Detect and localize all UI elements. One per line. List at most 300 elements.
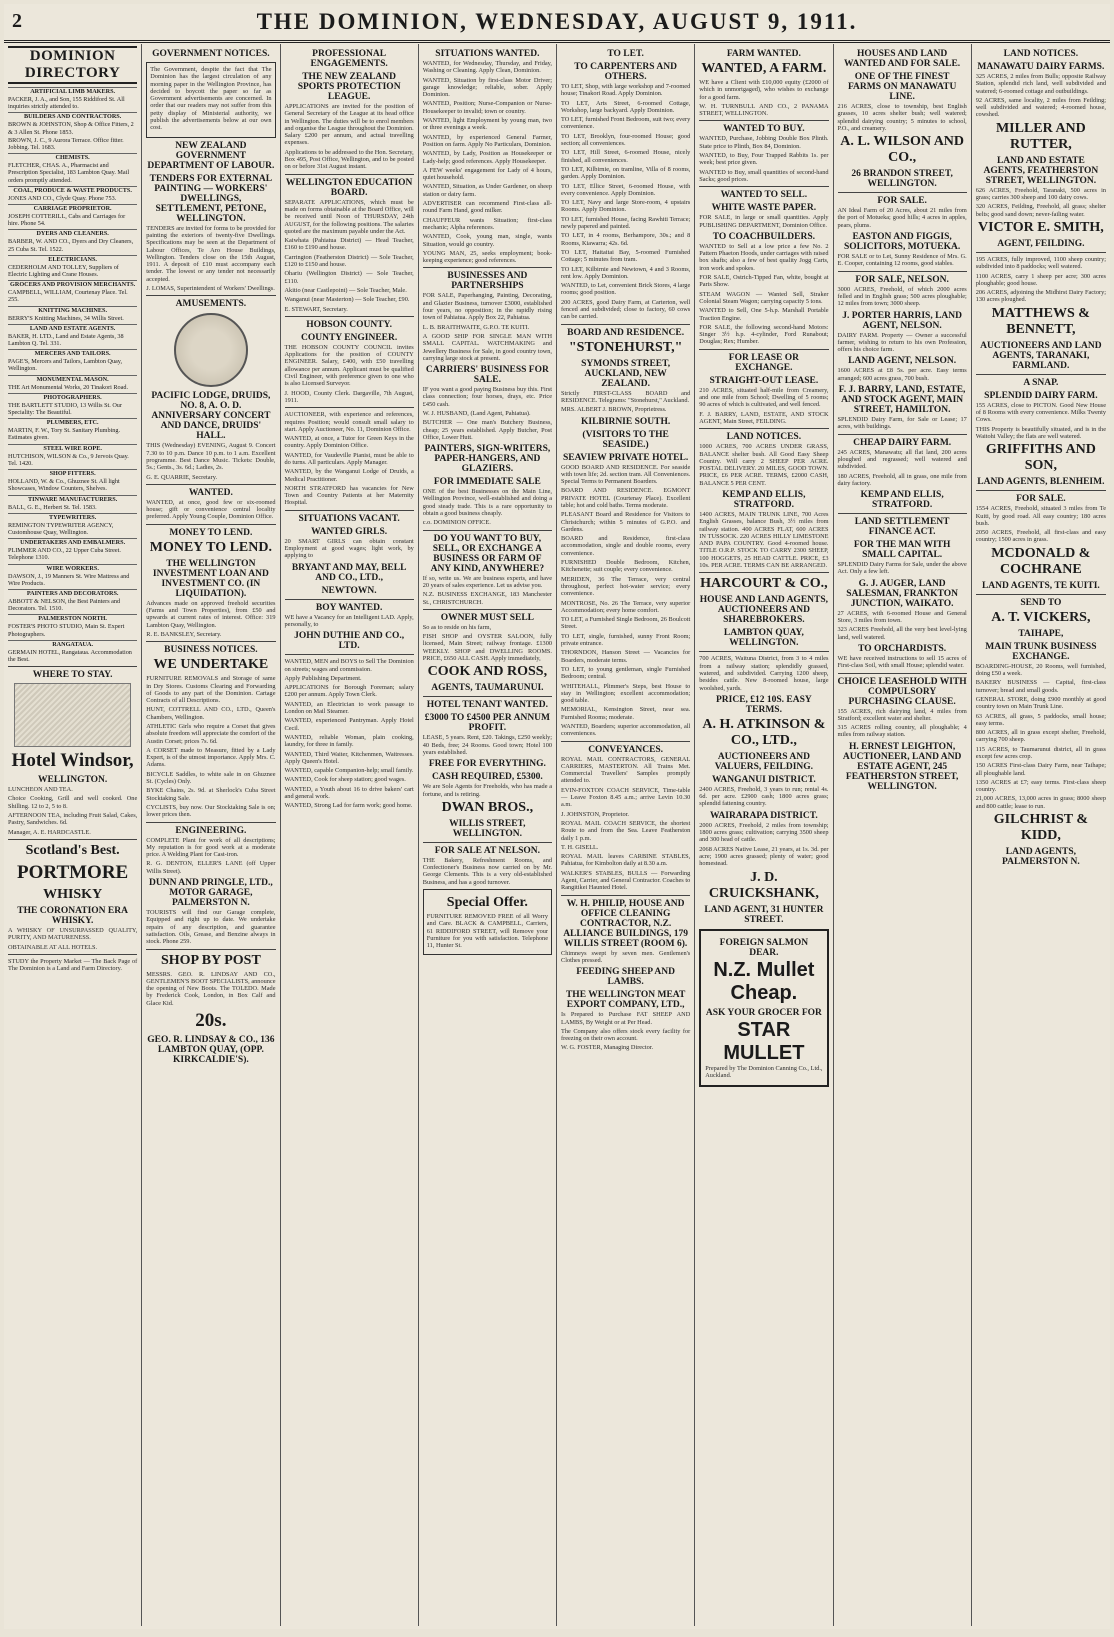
tender-heading: TENDERS FOR EXTERNAL PAINTING — WORKERS' DWELLINGS, SETTLEMENT, PETONE, WELLINGTON. <box>149 173 273 224</box>
whisky-word: WHISKY <box>43 886 103 902</box>
situation-wanted-item: WANTED, light Employment by young man, two or three evenings a week. <box>422 117 552 132</box>
acres-21000: 21,000 ACRES, 13,000 acres in grass; 8000 sheep and 800 cattle; lease to run. <box>975 795 1106 810</box>
girls-firm: BRYANT AND MAY, BELL AND CO., LTD., <box>291 562 407 583</box>
shop-by-post: SHOP BY POST <box>160 952 261 968</box>
carriers-signature: W. J. HUSBAND, (Land Agent, Pahiatua). <box>422 409 531 417</box>
ideal-farm: AN Ideal Farm of 20 Acres, about 21 miles from the port of Motueka; good hills; 4 acres in apples, pears, plums. <box>837 207 967 229</box>
board-item: MERIDEN, 36 The Terrace, very central throughout, perfect hot-water service; every convenience. <box>561 575 691 598</box>
coachbuilder-item: STEAM WAGON — Wanted Sell, Straker Colonial Steam Wagon; carrying capacity 5 tons. <box>699 290 829 305</box>
board-item: MONTROSE, No. 26 The Terrace, very superior Accommodation; every home comfort. <box>561 599 691 614</box>
vickers-sub: MAIN TRUNK BUSINESS EXCHANGE. <box>985 641 1097 662</box>
farm-wanted-body: WE have a Client with £10,000 equity (£2000 of which in unmortgaged), who wishes to exchange for a good farm. <box>699 79 829 101</box>
meat-body-2: The Company also offers stock every facility for freezing on their own account. <box>561 1027 691 1043</box>
directory-list <box>8 87 137 663</box>
hotel-line: Manager, A. E. HARDCASTLE. <box>8 828 91 836</box>
royal-mail-pahiatua: ROYAL MAIL leaves CARBINE STABLES, Pahiatua, for Kimbolton daily at 8.30 a.m. <box>561 853 691 868</box>
farm-wanted-sub: WANTED, A FARM. <box>701 61 827 76</box>
coachbuilder-item: WANTED to Sell at a low price a few No. 2 Pattern Phaeton Hoods, under carriages with raised box shafts; also a few of best quality Jogg Carts, iron work and spokes. <box>699 242 829 272</box>
owner-body: So as to reside on his farm, <box>422 623 492 631</box>
directory-category: UNDERTAKERS AND EMBALMERS. <box>8 538 137 546</box>
situation-wanted-item: WANTED, by experienced General Farmer, Position on farm. Apply No Particulars, Dominion. <box>422 133 552 148</box>
lease-sub: STRAIGHT-OUT LEASE. <box>709 375 819 386</box>
directory-entry: MARTIN, F. W., Tory St. Sanitary Plumbing. Estimates given. <box>8 427 121 442</box>
druids-signature: G. E. QUARRIE, Secretary. <box>146 473 218 481</box>
special-offer-body: FURNITURE REMOVED FREE of all Worry and Care. BLACK & CAMPBELL, Carriers, 61 RIDDIFORD STREET, will Remove your Furniture for you with satisfaction. Telephone 11, Hunter St. <box>426 913 548 950</box>
directory-entry: CEDERHOLM AND TOLLEY, Suppliers of Electric Lighting and Crane Houses. <box>8 263 119 279</box>
directory-entry: CAMPBELL, WILLIAM, Courtenay Place. Tel. 255. <box>8 289 128 304</box>
wairarapa-heading: WAIRARAPA DISTRICT. <box>709 810 818 821</box>
farm-216: 216 ACRES, close to township, best English grasses, 10 acres shelter bush; well watered; splendid dairying country; 5 minutes to school, P.O., and creamery. <box>837 103 967 132</box>
directory-entry: BARBER, W. AND CO., Dyers and Dry Cleaners, 25 Cuba St. Tel. 1522. <box>8 238 134 253</box>
tolet-item: TO LET, furnished House, facing Rawhiti Terrace; newly papered and painted. <box>561 215 691 231</box>
column-houses <box>834 44 972 1626</box>
education-vacancy: Kaiwhata (Pahiatua District) — Head Teacher, £160 to £190 and house. <box>284 237 414 252</box>
waste-paper-body: FOR SALE, in large or small quantities. Apply PUBLISHING DEPARTMENT, Dominion Office. <box>699 214 829 229</box>
directory-entry: PLIMMER AND CO., 22 Upper Cuba Street. Telephone 1310. <box>8 547 121 562</box>
tolet-item: TO LET, Ellice Street, 6-roomed House, with every convenience. Apply Dominion. <box>561 182 691 197</box>
hotel-lease: LEASE, 5 years. Rent, £20. Takings, £250 weekly; 40 Beds, free; 24 Rooms. Good town; Hotel 100 years established. <box>422 734 552 756</box>
stonehurst-title: "STONEHURST," <box>568 339 683 355</box>
coachbuilder-item: WANTED to Sell, One 5-h.p. Marshall Portable Traction Engine. <box>699 307 829 322</box>
vickers: A. T. VICKERS, <box>991 609 1091 625</box>
acres-1600: 1600 ACRES at £8 5s. per acre. Easy terms arranged; 600 acres grass, 700 bush. <box>837 367 967 382</box>
acres-325: 325 ACRES, 2 miles from Bulls; opposite Railway Station, splendid rich land, well subdivided and watered; 6-roomed cottage and outbuildings. <box>975 73 1106 95</box>
directory-category: WIRE WORKERS. <box>8 564 137 572</box>
board-item: FURNISHED Double Bedroom, Kitchen, Kitchenette; suit couple; every convenience. <box>561 559 691 574</box>
acres-115: 115 ACRES, to Taumarunui district, all in grass except few acres crop. <box>975 745 1106 760</box>
mullet-foreign: FOREIGN SALMON DEAR. <box>719 937 809 958</box>
wanted-to-sell-heading: WANTED TO SELL. <box>720 190 808 201</box>
situation-wanted-item: YOUNG MAN, 25, seeks employment; book-keeping experience; good references. <box>422 249 552 265</box>
porter-harris: J. PORTER HARRIS, LAND AGENT, NELSON. <box>842 310 962 331</box>
dwan-bros: DWAN BROS., <box>441 799 534 815</box>
wanganui-body: 2400 ACRES, Freehold, 3 years to run; rental 4s. 6d. per acre. £2900 cash; 1800 acres grass; splendid fattening country. <box>699 785 829 808</box>
column-government <box>142 44 280 1626</box>
barry-hamilton: F. J. BARRY, LAND, ESTATE, AND STOCK AGENT, MAIN STREET, HAMILTON. <box>838 385 966 416</box>
auctioneer-ad: AUCTIONEER, with experience and references, requires Position; would consult small salary to start. Apply Auctioneer, No. 11, Dominion Office. <box>284 411 414 433</box>
gilchrist-kidd-sub: LAND AGENTS, PALMERSTON N. <box>1001 847 1080 868</box>
money-heading: MONEY TO LEND. <box>169 527 253 538</box>
directory-entry: HUTCHISON, WILSON & Co., 9 Jervois Quay. Tel. 1420. <box>8 452 129 467</box>
painters-heading: PAINTERS, SIGN-WRITERS, PAPER-HANGERS, AND GLAZIERS. <box>424 444 551 475</box>
meat-company: THE WELLINGTON MEAT EXPORT COMPANY, LTD., <box>565 990 686 1011</box>
whisky-line: A WHISKY OF UNSURPASSED QUALITY, PURITY, AND MATURENESS. <box>8 926 138 942</box>
wilson-place: 26 BRANDON STREET, WELLINGTON. <box>851 169 953 190</box>
boy-firm: JOHN DUTHIE AND CO., LTD. <box>294 631 405 652</box>
nelson-for-sale: FOR SALE, NELSON. <box>855 274 949 285</box>
exchange-signature: N.Z. BUSINESS EXCHANGE, 183 Manchester St., CHRISTCHURCH. <box>422 591 552 606</box>
column-farm <box>695 44 833 1626</box>
meat-signature: W. G. FOSTER, Managing Director. <box>561 1044 654 1052</box>
situation-wanted-item: WANTED, Situation by first-class Motor Driver; garage knowledge; reliable, sober. Apply Dominion. <box>422 76 552 99</box>
biz-1: FOR SALE, Paperhanging, Painting, Decorating, and Glazier Business, turnover £3000, established four years, no opposition; in the rapidly rising town of Pahiatua. Apply Box 22, Pahiatua. <box>422 292 552 322</box>
columns <box>4 44 1110 1626</box>
directory-title: DOMINION DIRECTORY <box>8 46 137 84</box>
board-item: PLEASANT Board and Residence for Visitors to Christchurch; within 5 minutes of G.P.O. and Gardens. <box>561 511 691 533</box>
orchardists-heading: TO ORCHARDISTS. <box>858 643 947 654</box>
engineering-heading: ENGINEERING. <box>175 825 247 836</box>
manawatu-heading: MANAWATU DAIRY FARMS. <box>977 62 1105 72</box>
acres-245: 245 ACRES, Manawatu; all flat land, 200 acres ploughed and regrassed; well watered and subdivided. <box>837 448 967 471</box>
undertake-body: FURNITURE REMOVALS and Storage of same in Dry Stores. Customs Clearing and Forwarding of Goods to any part of the Dominion. Cartage Contracts of all Descriptions. <box>146 675 276 705</box>
tolet-sub: TO CARPENTERS AND OTHERS. <box>574 62 677 82</box>
wanganui-heading: WANGANUI DISTRICT. <box>711 774 816 785</box>
kemp-ellis-2: KEMP AND ELLIS, STRATFORD. <box>860 490 944 511</box>
waituna-700: 700 ACRES, Waituna District, from 3 to 4 miles from a railway station; splendidly grassed, watered, and subdivided. Carrying 1200 sheep, besides cattle. New 8-roomed house, large woolshed, yards. <box>699 655 829 692</box>
hotel-name: Hotel Windsor, <box>11 750 134 772</box>
acres-150: 150 ACRES First-class Dairy Farm, near Taihape; all ploughable land. <box>975 762 1106 777</box>
newspaper-page <box>4 4 1110 1629</box>
education-vacancy: Carrington (Featherston District) — Sole Teacher, £120 to £150 and house. <box>284 253 414 269</box>
hotel-tenant-heading: HOTEL TENANT WANTED. <box>426 700 548 711</box>
situation-wanted-item: WANTED, Cook, young man, single, wants Situation, would go country. <box>422 233 552 248</box>
mcdonald-cochrane: MCDONALD & COCHRANE <box>991 545 1091 577</box>
education-vacancy: Ohariu (Wellington District) — Sole Teacher, £110. <box>284 270 414 285</box>
masthead <box>4 4 1110 43</box>
education-signature: E. STEWART, Secretary. <box>284 305 348 313</box>
druids-heading: PACIFIC LODGE, DRUIDS, NO. 8, A. O. D. ANNIVERSARY CONCERT AND DANCE, DRUIDS' HALL. <box>151 391 271 442</box>
vickers-place: TAIHAPE, <box>1018 628 1064 639</box>
hotel-cash: CASH REQUIRED, £5300. <box>431 772 543 783</box>
owner-heading: OWNER MUST SELL <box>440 612 534 623</box>
shop-price: 20s. <box>195 1010 227 1031</box>
philip-heading: W. H. PHILIP, HOUSE AND OFFICE CLEANING CONTRACTOR, N.Z. ALLIANCE BUILDINGS, 179 WILLIS STREET (ROOM 6). <box>563 898 689 949</box>
druids-body: THIS (Wednesday) EVENING, August 9. Concert 7.30 to 10 p.m. Dance 10 p.m. to 1 a.m. Excellent programme. Best Dance Music. Tickets: Double, 5s.; Gents., 3s. 6d.; Ladies, 2s. <box>146 442 276 472</box>
griffiths: GRIFFITHS AND SON, <box>985 442 1096 474</box>
professional-more-list <box>285 684 414 809</box>
page-number: 2 <box>12 10 22 32</box>
directory-entry: REMINGTON TYPEWRITER AGENCY, Customhouse Quay, Wellington. <box>8 521 114 536</box>
directory-category: PALMERSTON NORTH. <box>8 614 137 622</box>
directory-category: TYPEWRITERS. <box>8 513 137 521</box>
directory-category: PAINTERS AND DECORATORS. <box>8 589 137 597</box>
native-lease-2068: 2068 ACRES Native Lease, 21 years, at 1s. 3d. per acre; 1900 acres grassed; plenty of water; good homestead. <box>699 845 829 868</box>
directory-entry: THE Art Monumental Works, 20 Tinakori Road. <box>8 383 129 391</box>
mullet-ad <box>699 929 828 1088</box>
tolet-200: 200 ACRES, good Dairy Farm, at Carterton, well fenced and subdivided; close to factory, 60 cows can be carried. <box>561 298 691 321</box>
easton-figgis: EASTON AND FIGGIS, SOLICITORS, MOTUEKA. <box>844 232 961 253</box>
painters-body: ONE of the best Businesses on the Main Line, Wellington Province, well-established and doing a good steady trade. This is a rare opportunity to obtain a good business cheaply. <box>422 488 552 518</box>
board-list <box>561 511 690 737</box>
directory-category: GROCERS AND PROVISION MERCHANTS. <box>8 280 137 288</box>
tolet-item: TO LET, Hill Street, 6-roomed House, nicely finished, all conveniences. <box>561 149 691 164</box>
special-offer-title: Special Offer. <box>446 895 528 910</box>
money-company: THE WELLINGTON INVESTMENT LOAN AND INVESTMENT CO. (IN LIQUIDATION). <box>152 558 269 599</box>
money-body: Advances made on approved freehold securities (Farms and Town Properties), from £50 and upwards at current rates of interest. Office: 319 Lambton Quay, Wellington. <box>146 599 276 629</box>
tolet-item: TO LET, furnished Front Bedroom, suit two; every convenience. <box>561 116 691 131</box>
directory-category: ELECTRICIANS. <box>8 255 137 263</box>
board-item: TO LET, a Furnished Single Bedroom, 26 Boulcott Street. <box>561 616 691 631</box>
column-tolet <box>557 44 695 1626</box>
column-situations <box>419 44 557 1626</box>
cruickshank-sub: LAND AGENT, 31 HUNTER STREET. <box>704 904 824 925</box>
directory-category: COAL, PRODUCE & WASTE PRODUCTS. <box>8 186 137 194</box>
tolet-item: TO LET, Haitaitai Bay, 5-roomed Furnished Cottage; 5 minutes from tram. <box>561 248 691 264</box>
directory-entry: GERMAIN HOTEL, Rangataua. Accommodation the Best. <box>8 648 132 663</box>
waitohi-property: THIS Property is beautifully situated, and is in the Waitohi Valley; the flats are well watered. <box>975 425 1106 440</box>
professional-wanted-item: WANTED, Third Waiter, Kitchenmen, Waitresses. Apply Queen's Hotel. <box>284 750 414 765</box>
professional-wanted-item: NORTH STRATFORD has vacancies for New Town and Country Patients at her Maternity Hospital. <box>284 484 414 507</box>
auger: G. J. AUGER, LAND SALESMAN, FRANKTON JUNCTION, WAIKATO. <box>846 578 958 609</box>
engineering-signature: R. G. DENTON, ELLER'S LANE (off Upper Willis Street). <box>146 860 276 875</box>
situation-wanted-item: WANTED, Position; Nurse-Companion or Nurse-Housekeeper to invalid; town or country. <box>422 100 552 115</box>
houses-heading: HOUSES AND LAND WANTED AND FOR SALE. <box>844 49 961 69</box>
shop-body: MESSRS. GEO. R. LINDSAY AND CO., GENTLEMEN'S BOOT SPECIALISTS, announce the opening of New Boots. The TOLEDO. Made by Frederick Cook, London, in Box Calf and Glace Kid. <box>146 970 276 1007</box>
directory-category: CHEMISTS. <box>8 153 137 161</box>
girls-place: NEWTOWN. <box>321 585 377 596</box>
wanted-to-buy-item: WANTED to Buy, small quantities of second-hand Sacks; good prices. <box>699 168 829 183</box>
boy-body: WE have a Vacancy for an Intelligent LAD. Apply, personally, to <box>284 613 414 628</box>
acres-315: 315 ACRES rolling country, all ploughable; 4 miles from railway station. <box>837 724 967 739</box>
biz-signature: L. B. BRAITHWAITE, G.P.O. TE KUITI. <box>422 323 530 331</box>
directory-category: STEEL WIRE ROPE. <box>8 444 137 452</box>
acres-92: 92 ACRES, same locality, 2 miles from Feilding; well subdivided and watered; 4-roomed house, cowshed. <box>975 96 1106 119</box>
business-notices <box>146 723 275 819</box>
directory-category: KNITTING MACHINES. <box>8 306 137 314</box>
situation-wanted-item: WANTED, Situation, as Under Gardener, on sheep station or dairy farm. <box>422 183 552 198</box>
victor-smith: VICTOR E. SMITH, <box>977 219 1104 235</box>
professional-wanted-item: WANTED, Strong Lad for farm work; good home. <box>284 802 413 810</box>
amusements-heading: AMUSEMENTS. <box>175 299 247 310</box>
situation-wanted-item: A FEW weeks' engagement for Lady of 4 hours, quiet household. <box>422 166 552 182</box>
kemp-ellis: KEMP AND ELLIS, STRATFORD. <box>722 489 806 510</box>
directory-entry: FLETCHER, CHAS. A., Pharmacist and Prescription Specialist, 183 Lambton Quay. Mail orders promptly attended. <box>8 162 130 184</box>
nelson-agent: LAND AGENT, NELSON. <box>848 356 957 367</box>
directory-entry: JONES AND CO., Clyde Quay. Phone 753. <box>8 194 117 202</box>
cruickshank: J. D. CRUICKSHANK, <box>708 869 819 901</box>
cook-firm: COOK AND ROSS, <box>427 664 548 680</box>
nelson-3000: 3000 ACRES, Freehold, of which 2000 acres felled and in English grass; 500 acres ploughable; 12 miles from town; 3000 sheep. <box>837 285 967 308</box>
hotel-line: AFTERNOON TEA, including Fruit Salad, Cakes, Pastry, Sandwiches. 6d. <box>8 812 138 827</box>
business-notice: BYKE Chains, 2s. 9d. at Sherlock's Cuba Street Stocktaking Sale. <box>146 787 276 802</box>
board-heading: BOARD AND RESIDENCE. <box>567 327 685 338</box>
directory-entry: HOLLAND, W. & Co., Ghuznee St. All light Showcases, Window Counters, Shelves. <box>8 478 120 493</box>
residence: FOR SALE or to Let, Sunny Residence of Mrs. G. E. Cooper, containing 12 rooms, good stables. <box>837 253 967 268</box>
miller-rutter: MILLER AND RUTTER, <box>995 120 1086 152</box>
gisell: T. H. GISELL. <box>561 843 599 851</box>
harcourt-sub: HOUSE AND LAND AGENTS, AUCTIONEERS AND SHAREBROKERS. <box>699 595 829 626</box>
govt-heading: GOVERNMENT NOTICES. <box>152 49 270 59</box>
meat-body: Is Prepared to Purchase FAT SHEEP AND LAMBS, By Weight or at Per Head. <box>561 1011 691 1026</box>
tolet-item: TO LET, in 4 rooms, Berhampore, 30s.; and 8 Rooms, Kiawarra; 42s. 6d. <box>561 232 691 247</box>
acres-27: 27 ACRES, with 6-roomed House and General Store, 3 miles from town. <box>837 609 967 625</box>
directory-entry: BAKER, H. LTD., Land and Estate Agents, 38 Lambton Q. Tel. 331. <box>8 332 124 348</box>
tolet-heading: TO LET. <box>607 49 644 59</box>
dairy-farm: DAIRY FARM. Property — Owner a successful farmer, wishing to return to his own Profession, offers his choice farm. <box>837 331 967 354</box>
seaview-body: GOOD BOARD AND RESIDENCE. For seaside with town life; 2d. section tram. All Conveniences. Special Terms to Permanent Boarders. <box>561 463 691 486</box>
league-body-2: Applications to be addressed to the Hon. Secretary, Box 495, Post Office, Wellington, and to be posted on or before 31st August instant. <box>284 148 414 171</box>
column-professional <box>281 44 419 1626</box>
directory-category: LAND AND ESTATE AGENTS. <box>8 324 137 332</box>
cook-body: FISH SHOP and OYSTER SALOON, fully licensed, Main Street; railway frontage. £1300 WEEKLY. SHOP and DWELLING ROOMS. PRICE, £650 ALL CASH. Apply immediately, <box>422 633 552 663</box>
conveyances-heading: CONVEYANCES. <box>588 744 664 755</box>
education-heading: WELLINGTON EDUCATION BOARD. <box>285 177 413 198</box>
kilbirnie-heading: KILBIRNIE SOUTH. <box>581 416 671 427</box>
harcourt-place: LAMBTON QUAY, WELLINGTON. <box>723 628 804 649</box>
tender-body: TENDERS are invited for forms to be provided for painting the exteriors of twenty-five Dwellings. Specifications may be seen at the Department of Labour Offices, Te Aro House Buildings, Wellington. Tenders close on the 15th August, 1911. A deposit of £10 must accompany each tender. The lowest or any tender not necessarily accepted. <box>146 224 276 283</box>
whisky-subtitle: THE CORONATION ERA WHISKY. <box>17 905 128 926</box>
butcher-ad: BUTCHER — One man's Butchery Business, cheap; 25 years established. Apply Butcher, Post Office, Lower Hutt. <box>422 419 552 441</box>
acres-626: 626 ACRES, Freehold, Taranaki, 500 acres in grass; carries 300 sheep and 100 dairy cows. <box>975 186 1106 202</box>
tolet-item: WANTED, to Let, convenient Brick Stores, 4 large rooms; good position. <box>561 282 691 297</box>
property-note: STUDY the Property Market — The Back Page of The Dominion is a Land and Farm Directory. <box>8 957 138 973</box>
wanted-to-buy-list <box>699 135 828 183</box>
walkers-stables: WALKER'S STABLES, BULLS — Forwarding Agent, Carrier, and General Contractor. Coaches to Rangitikei Haunted Hotel. <box>561 869 691 892</box>
atkinson-sub: AUCTIONEERS AND VALUERS, FEILDING. <box>714 751 814 772</box>
tender-signature: J. LOMAS, Superintendent of Workers' Dwellings. <box>146 285 275 293</box>
lease-heading: FOR LEASE OR EXCHANGE. <box>728 352 799 373</box>
dwan-place: WILLIS STREET, WELLINGTON. <box>449 818 526 839</box>
coachbuilders-list <box>699 243 828 346</box>
board-item: MEMORIAL, Kensington Street, near sea. Furnished Rooms; moderate. <box>561 706 691 721</box>
board-item: TO LET, single, furnished, sunny Front Room; private entrance. <box>561 632 691 648</box>
wanted-girls-heading: WANTED GIRLS. <box>311 526 388 537</box>
matthews-bennett: MATTHEWS & BENNETT, <box>991 305 1090 337</box>
education-list <box>285 237 414 303</box>
directory-category: MONUMENTAL MASON. <box>8 375 137 383</box>
boy-wanted-heading: BOY WANTED. <box>315 602 383 613</box>
board-item: WHITEHALL, Plimmer's Steps, best House to stay in Wellington; excellent accommodation; good table. <box>561 682 691 705</box>
whisky-tagline: Scotland's Best. <box>25 842 120 858</box>
professional-wanted-item: WANTED, Cook for sheep station; good wages. <box>284 776 406 784</box>
professional-wanted-item: WANTED, capable Companion-help; small family. <box>284 767 414 775</box>
mullet-headline: N.Z. Mullet Cheap. <box>713 958 815 1004</box>
mullet-brand: STAR MULLET <box>723 1018 805 1064</box>
businesses-heading: BUSINESSES AND PARTNERSHIPS <box>447 271 528 292</box>
choice-leasehold: CHOICE LEASEHOLD WITH COMPULSORY PURCHASING CLAUSE. <box>837 676 967 707</box>
education-body: SEPARATE APPLICATIONS, which must be made on forms obtainable at the Board Office, will be received until Noon of THURSDAY, 24th AUGUST, for the following positions. The salaries quoted are the maximum payable under the Act. <box>284 198 414 235</box>
professional-wanted-item: WANTED, a Youth about 16 to drive bakers' cart and general work. <box>284 785 414 800</box>
stonehurst-body: Strictly FIRST-CLASS BOARD and RESIDENCE. Telegrams: "Stonehurst," Auckland. <box>561 389 691 404</box>
whisky-brand: PORTMORE <box>17 861 129 883</box>
acres-63: 63 ACRES, all grass, 5 paddocks, small house; easy terms. <box>975 712 1106 727</box>
land-1000: 1000 ACRES, 700 ACRES UNDER GRASS, BALANCE shelter bush. All Good Easy Sheep Country. Will carry 2 SHEEP PER ACRE. POSTAL DELIVERY. 20 MILES, GOOD TOWN. PRICE, £6 PER ACRE. TERMS, £2000 CASH, BALANCE 5 PER CENT. <box>699 443 829 487</box>
situation-wanted-item: WANTED, for Wednesday, Thursday, and Friday, Washing or Cleaning. Apply Clean, Dominion. <box>422 60 552 75</box>
stonehurst-signature: MRS. ALBERT J. BROWN, Proprietress. <box>561 406 667 414</box>
wilson: A. L. WILSON AND CO., <box>840 134 965 166</box>
men-apply: Apply Publishing Department. <box>284 674 362 682</box>
for-sale-2: FOR SALE. <box>1016 494 1066 505</box>
vickers-item: BAKERY BUSINESS — Capital, first-class turnover; bread and small goods. <box>975 679 1106 694</box>
acres-155: 155 ACRES, rich dairying land, 4 miles from Stratford; excellent water and shelter. <box>837 707 967 722</box>
settlement-sub: FOR THE MAN WITH SMALL CAPITAL. <box>853 540 951 561</box>
directory-category: TINWARE MANUFACTURERS. <box>8 495 137 503</box>
board-item: WANTED, Boarders; superior accommodation, all conveniences. <box>561 723 691 738</box>
splendid-dairy: SPLENDID Dairy Farm, for Sale or Lease; 17 acres, with buildings. <box>837 416 967 431</box>
directory-category: CARRIAGE PROPRIETOR. <box>8 204 137 212</box>
situations-list <box>423 60 552 264</box>
wairarapa-body: 2000 ACRES, Freehold, 2 miles from township; 1800 acres grass; cultivation; carrying 3500 sheep and 300 head of cattle. <box>699 821 829 844</box>
gilchrist-kidd: GILCHRIST & KIDD, <box>993 812 1089 844</box>
wanted-text: WANTED, at once, good few or six-roomed house; gift or convenience central locality preferred. Apply Young Couple, Dominion Office. <box>146 498 276 521</box>
settlement-heading: LAND SETTLEMENT FINANCE ACT. <box>854 517 950 538</box>
directory-entry: THE BARTLETT STUDIO, 13 Willis St. Our Speciality: The Beautiful. <box>8 401 122 417</box>
acres-195: 195 ACRES, fully improved, 1100 sheep country; subdivided into 8 paddocks; well watered. <box>975 255 1106 271</box>
houses-sub: ONE OF THE FINEST FARMS ON MANAWATU LINE. <box>847 72 957 102</box>
professional-wanted-item: WANTED, reliable Woman, plain cooking, laundry, for three in family. <box>284 733 414 749</box>
directory-entry: BROWN & JOHNSTON, Shop & Office Fitters, 2 & 3 Allen St. Phone 1853. <box>8 121 134 136</box>
business-notice: BICYCLE Saddles, to white sale in on Ghuznee St. (Cycles) Only. <box>146 770 276 786</box>
mullet-ask: ASK YOUR GROCER FOR <box>705 1007 822 1018</box>
acres-800: 800 ACRES, all in grass except shelter, Freehold, carrying 700 sheep. <box>975 729 1106 744</box>
tolet-list <box>561 83 690 297</box>
tolet-item: TO LET, Navy and large Store-room, 4 upstairs Rooms. Apply Dominion. <box>561 199 691 214</box>
hobson-signature: J. HOOD, County Clerk. Dargaville, 7th August, 1911. <box>284 389 414 404</box>
money-signature: R. E. BANKSLEY, Secretary. <box>146 630 222 638</box>
victor-smith-sub: AGENT, FEILDING. <box>997 238 1085 249</box>
whisky-line: OBTAINABLE AT ALL HOTELS. <box>8 943 98 951</box>
business-notice: CYCLISTS, buy now. Our Stocktaking Sale is on; lower prices then. <box>146 803 276 819</box>
directory-category: PLUMBERS, ETC. <box>8 418 137 426</box>
cook-place: AGENTS, TAUMARUNUI. <box>431 683 544 694</box>
orchardists-body: WE have received instructions to sell 15 acres of First-class Soil, with small House; splendid water. <box>837 654 967 670</box>
wanted-to-buy-item: WANTED, to Buy, Four Trapped Rabbits 1s. per week; best price given. <box>699 152 829 167</box>
freehold-note: We are Sole Agents for Freeholds, who has made a fortune, and is retiring. <box>422 783 552 798</box>
kilbirnie-sub: (VISITORS TO THE SEASIDE.) <box>582 429 669 450</box>
send-to: SEND TO <box>1020 597 1062 608</box>
hotel-city: WELLINGTON. <box>38 775 108 786</box>
acres-1554: 1554 ACRES, Freehold, situated 3 miles from Te Kuiti, by good road. All easy country; 180 acres bush. <box>975 505 1106 527</box>
column-directory <box>4 44 142 1626</box>
directory-entry: BERRY'S Knitting Machines, 34 Willis Street. <box>8 314 124 322</box>
men-wanted: WANTED, MEN and BOYS to Sell The Dominion on streets; wages and commission. <box>284 658 414 673</box>
hobson-body: THE HOBSON COUNTY COUNCIL invites Applications for the position of COUNTY ENGINEER. Salary, £400, with £50 travelling allowance per annum. Applicant must be qualified Civil Engineer, with preference given to one who is also Licensed Surveyor. <box>284 343 414 388</box>
newspaper-title: THE DOMINION, WEDNESDAY, AUGUST 9, 1911. <box>256 9 858 34</box>
acres-2050: 2050 ACRES, Freehold, all first-class and easy country; 1500 acres in grass. <box>975 529 1106 544</box>
professional-wanted-item: WANTED, experienced Pantryman. Apply Hotel Cecil. <box>284 717 414 732</box>
acres-180: 180 ACRES, Freehold, all in grass, one mile from dairy factory. <box>837 472 967 487</box>
situations-vacant-heading: SITUATIONS VACANT. <box>298 513 400 524</box>
professional-wanted-item: APPLICATIONS for Borough Foreman; salary £200 per annum. Apply Town Clerk. <box>284 684 414 699</box>
tolet-item: TO LET, Arts Street, 6-roomed Cottage, Workshop, large backyard. Apply Dominion. <box>561 99 691 114</box>
land-heading: LAND NOTICES. <box>1003 49 1079 59</box>
mullet-maker: Prepared by The Dominion Canning Co., Ltd., Auckland. <box>705 1064 823 1079</box>
business-notice: A CORSET made to Measure, fitted by a Lady Expert, is of the utmost importance. Apply Mrs. C. Adams. <box>146 746 276 769</box>
directory-entry: PACKER, J. A., and Son, 155 Riddiford St. All inquiries strictly attended to. <box>8 96 125 111</box>
for-sale-heading: FOR SALE. <box>877 196 927 207</box>
egmont-ad: BOARD AND RESIDENCE. EGMONT PRIVATE HOTEL (Courtenay Place). Excellent table; hot and cold baths. Terms moderate. <box>561 487 691 509</box>
exchange-body: If so, write us. We are business experts, and have 20 years of sales experience. Let us advise you. <box>422 574 552 589</box>
tolet-item: TO LET, Shop, with large workshop and 7-roomed house; Tinakori Road. Apply Dominion. <box>561 83 691 98</box>
whisky-lines <box>8 927 137 951</box>
situation-wanted-item: CHAUFFEUR wants Situation; first-class mechanic; Alpha references. <box>422 216 552 231</box>
directory-entry: ABBOTT & NELSON, the Best Painters and Decorators. Tel. 1510. <box>8 597 121 613</box>
professional-wanted-item: WANTED, at once, a Tutor for Green Keys in the country. Apply Dominion Office. <box>284 435 414 450</box>
directory-category: PHOTOGRAPHERS. <box>8 393 137 401</box>
hotel-lines <box>8 786 137 836</box>
column-land <box>972 44 1110 1626</box>
harcourt: HARCOURT & CO., <box>700 576 828 592</box>
atkinson: A. H. ATKINSON & CO., LTD., <box>702 716 826 748</box>
royal-mail-masterton: ROYAL MAIL CONTRACTORS, GENERAL CARRIERS, MASTERTON. All Trains Met. Commercial Travellers' Samples promptly attended to. <box>561 755 691 785</box>
vickers-item: BOARDING-HOUSE, 20 Rooms, well furnished, doing £50 a week. <box>975 662 1106 678</box>
hotel-profit: £3000 TO £4500 PER ANNUM PROFIT. <box>424 713 551 734</box>
acres-1100: 1100 ACRES, carry 1 sheep per acre; 300 acres ploughable; good house. <box>975 272 1106 287</box>
atkinson-price: PRICE, £12 10S. EASY TERMS. <box>715 694 812 715</box>
directory-entry: BALL, G. E., Herbert St. Tel. 1583. <box>8 503 97 511</box>
league-body: APPLICATIONS are invited for the position of General Secretary of the League at its head office in Wellington. The duties will be to enrol members and organise the League throughout the Dominion. Salary £200 per annum, and actual travelling expenses. <box>284 103 414 147</box>
painters-signature: c.o. DOMINION OFFICE. <box>422 519 491 527</box>
tolet-item: TO LET, Kilbirnie, on tramline, Villa of 8 rooms, garden. Apply Dominion. <box>561 165 691 181</box>
board-item: BOARD and Residence, first-class accommodation, single and double rooms, every convenience. <box>561 535 691 557</box>
directory-entry: DAWSON, J., 19 Manners St. Wire Mattress and Wire Products. <box>8 572 130 587</box>
matthews-bennett-sub: AUCTIONEERS AND LAND AGENTS, TARANAKI, FARMLAND. <box>980 340 1102 371</box>
money-title: MONEY TO LEND. <box>149 539 272 555</box>
girls-body: 20 SMART GIRLS can obtain constant Employment at good wages; light work, by applying to <box>284 537 414 560</box>
miller-rutter-sub: LAND AND ESTATE AGENTS, FEATHERSTON STREET, WELLINGTON. <box>983 155 1099 186</box>
situation-wanted-item: ADVERTISER can recommend First-class all-round Farm Hand, good milker. <box>422 200 552 215</box>
acres-323: 323 ACRES Freehold, all the very best level-lying land, well watered. <box>837 626 967 641</box>
